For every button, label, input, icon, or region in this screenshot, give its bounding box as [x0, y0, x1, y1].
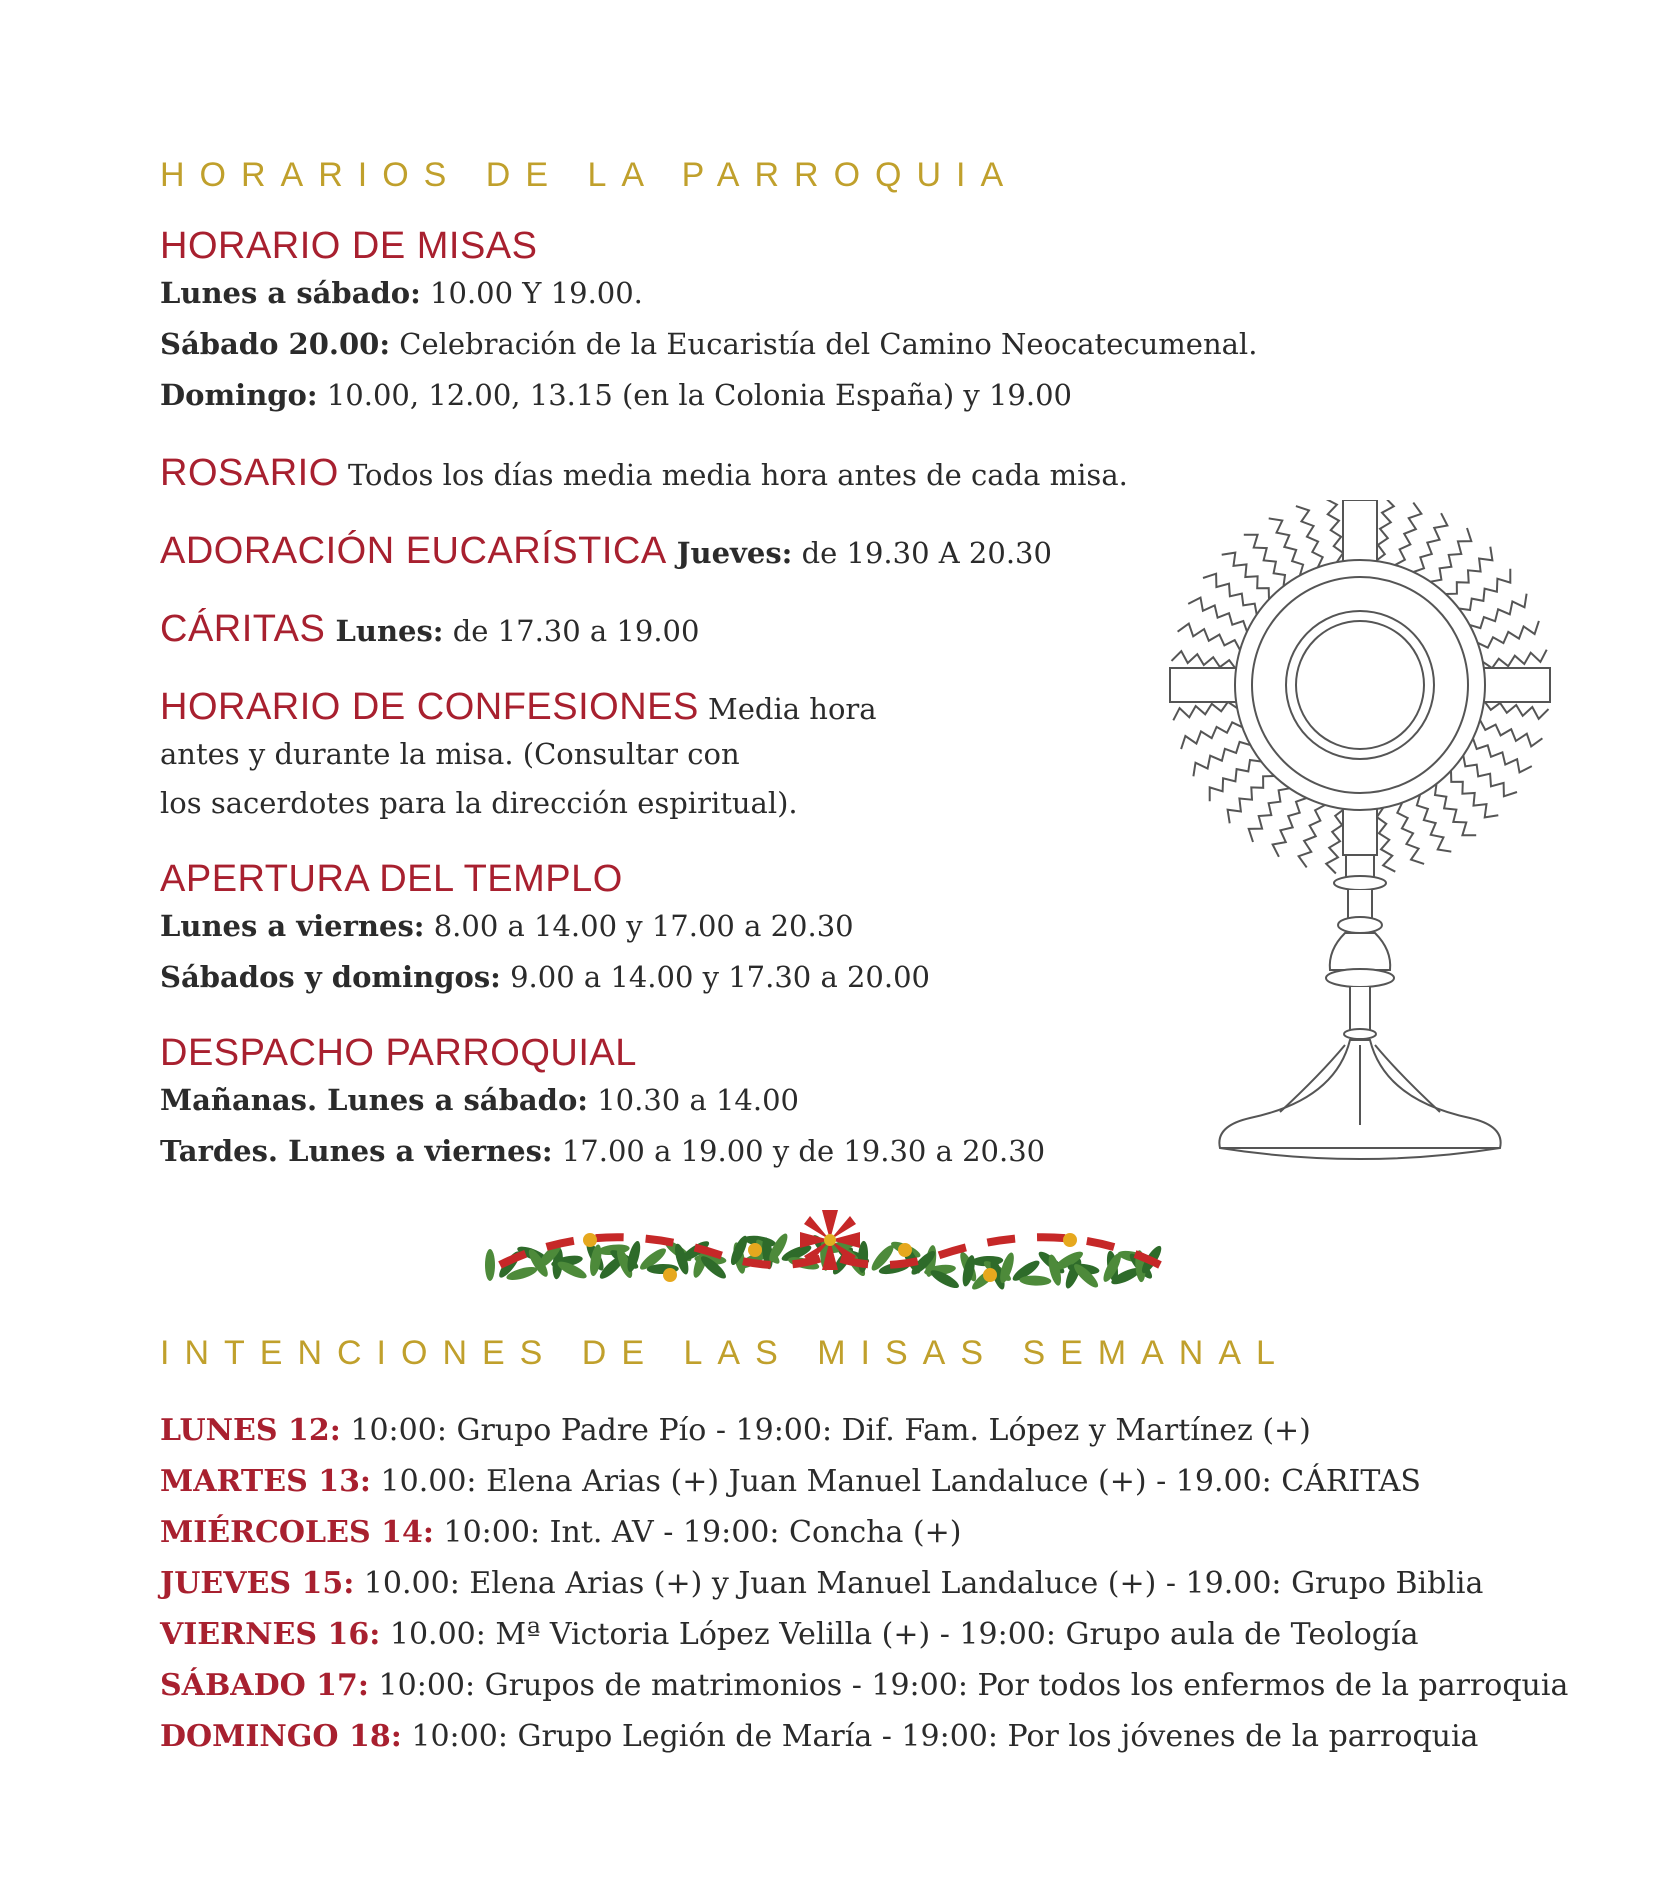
apertura-line: Sábados y domingos: 9.00 a 14.00 y 17.30 a 20.00 [160, 960, 930, 994]
monstrance-ray [1210, 760, 1261, 801]
intencion-row: MARTES 13: 10.00: Elena Arias (+) Juan Manuel Landaluce (+) - 19.00: CÁRITAS [160, 1464, 1421, 1499]
intencion-row: DOMINGO 18: 10:00: Grupo Legión de María - 19:00: Por los jóvenes de la parroquia [160, 1719, 1479, 1754]
confesiones-text: Media hora [698, 692, 877, 726]
misas-heading: HORARIO DE MISAS [160, 225, 538, 267]
section-adoracion [160, 530, 1052, 573]
section-apertura [160, 858, 930, 1003]
intencion-row: SÁBADO 17: 10:00: Grupos de matrimonios - 19:00: Por todos los enfermos de la parroquia [160, 1668, 1569, 1703]
section-caritas [160, 608, 699, 651]
intenciones-title: INTENCIONES DE LAS MISAS SEMANAL [160, 1334, 1290, 1372]
despacho-line: Tardes. Lunes a viernes: 17.00 a 19.00 y de 19.30 a 20.30 [160, 1134, 1046, 1168]
confesiones-text: los sacerdotes para la dirección espiritual). [160, 786, 798, 820]
monstrance-ray [1395, 503, 1421, 565]
caritas-label: Lunes: [325, 614, 444, 648]
intencion-row: VIERNES 16: 10.00: Mª Victoria López Velilla (+) - 19:00: Grupo aula de Teología [160, 1617, 1419, 1652]
monstrance-ray [1430, 528, 1471, 582]
monstrance-ray [1478, 621, 1539, 648]
monstrance-ray [1249, 788, 1290, 842]
monstrance-ray [1296, 506, 1323, 567]
apertura-heading: APERTURA DEL TEMPLO [160, 858, 623, 900]
adoracion-heading: ADORACIÓN EUCARÍSTICA [160, 530, 667, 572]
monstrance-ray [1181, 722, 1242, 749]
monstrance-ray [1326, 809, 1344, 874]
monstrance-ray [1188, 598, 1247, 632]
monstrance-ray [1397, 803, 1424, 864]
adoracion-text: de 19.30 A 20.30 [792, 536, 1052, 570]
monstrance-ray [1273, 798, 1307, 857]
rosario-heading: ROSARIO [160, 452, 339, 494]
garland-leaf [485, 1249, 495, 1281]
intencion-row: LUNES 12: 10:00: Grupo Padre Pío - 19:00: Dif. Fam. López y Martínez (+) [160, 1413, 1311, 1448]
monstrance-ray [1435, 784, 1476, 835]
caritas-text: de 17.30 a 19.00 [443, 614, 700, 648]
monstrance-ray [1377, 808, 1395, 872]
monstrance-ray [1299, 805, 1325, 867]
caritas-heading: CÁRITAS [160, 608, 326, 650]
misas-line: Domingo: 10.00, 12.00, 13.15 (en la Colonia España) y 19.00 [160, 378, 1073, 412]
christmas-garland-icon [480, 1195, 1180, 1310]
rosario-text: Todos los días media media hora antes de cada misa. [338, 458, 1128, 492]
monstrance-ray [1203, 574, 1257, 615]
monstrance-ray [1463, 755, 1517, 796]
section-confesiones [160, 686, 877, 829]
monstrance-ray [1459, 569, 1510, 610]
monstrance-ray [1376, 500, 1394, 561]
monstrance-ray [1480, 720, 1542, 746]
despacho-heading: DESPACHO PARROQUIAL [160, 1032, 637, 1074]
confesiones-heading: HORARIO DE CONFESIONES [160, 686, 699, 728]
section-despacho [160, 1032, 1045, 1177]
despacho-line: Mañanas. Lunes a sábado: 10.30 a 14.00 [160, 1083, 799, 1117]
garland-leaf [1019, 1275, 1051, 1286]
adoracion-label: Jueves: [666, 536, 793, 570]
misas-line: Sábado 20.00: Celebración de la Eucaristía del Camino Neocatecumenal. [160, 327, 1258, 361]
monstrance-icon [1160, 500, 1560, 1160]
confesiones-text: antes y durante la misa. (Consultar con [160, 737, 740, 771]
monstrance-ray [1178, 624, 1240, 650]
section-misas [160, 225, 1257, 421]
intencion-row: JUEVES 15: 10.00: Elena Arias (+) y Juan Manuel Landaluce (+) - 19.00: Grupo Biblia [160, 1566, 1484, 1601]
section-intenciones [160, 1405, 1568, 1762]
section-rosario [160, 452, 1128, 495]
misas-line: Lunes a sábado: 10.00 Y 19.00. [160, 276, 643, 310]
monstrance-ray [1413, 513, 1447, 572]
monstrance-ray [1483, 650, 1547, 668]
intencion-row: MIÉRCOLES 14: 10:00: Int. AV - 19:00: Concha (+) [160, 1515, 962, 1550]
page-title: HORARIOS DE LA PARROQUIA [160, 156, 1019, 194]
monstrance-ray [1244, 535, 1285, 586]
monstrance-ray [1325, 500, 1343, 562]
apertura-line: Lunes a viernes: 8.00 a 14.00 y 17.00 a 20.30 [160, 909, 854, 943]
monstrance-ray [1172, 651, 1237, 669]
monstrance-ray [1484, 701, 1549, 719]
monstrance-ray [1473, 738, 1532, 772]
monstrance-ray [1173, 702, 1237, 720]
